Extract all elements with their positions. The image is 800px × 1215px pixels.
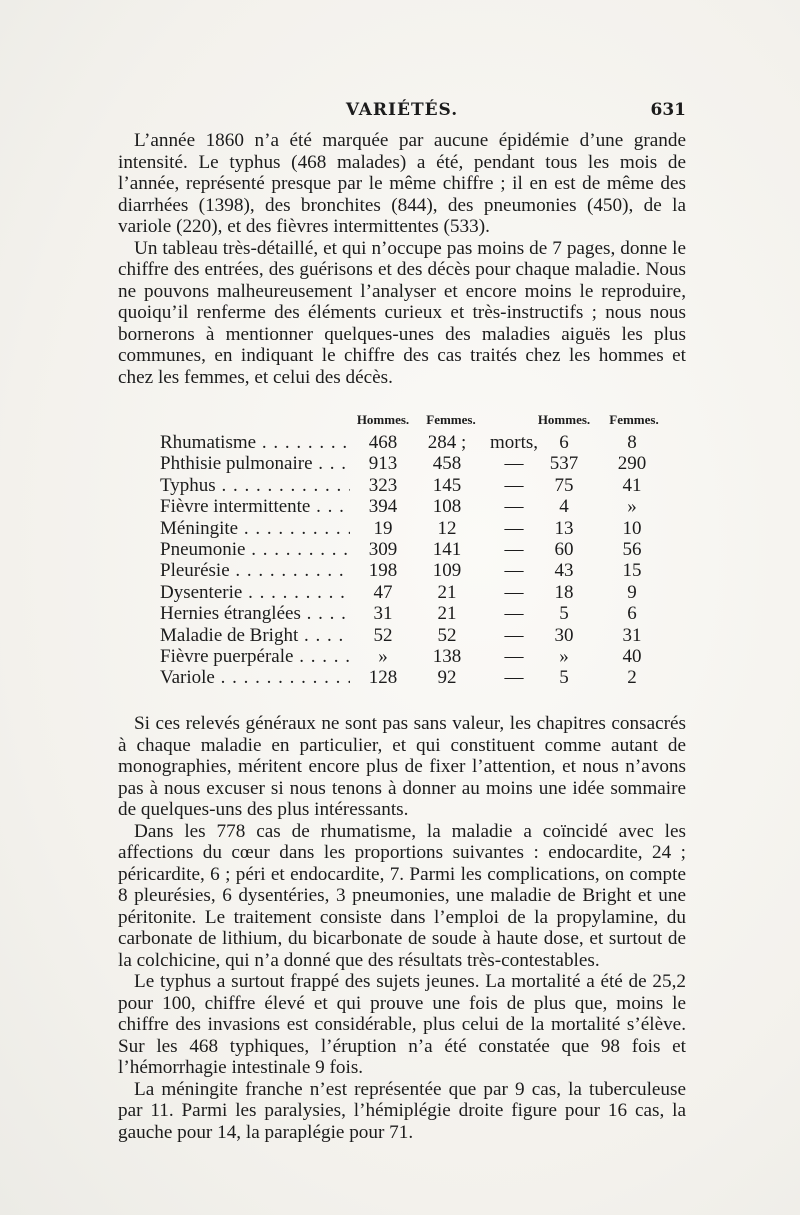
table-row [118,475,686,496]
deaths-men: 43 [554,560,574,582]
deaths-men: 30 [554,624,574,646]
paragraph: Un tableau très-détaillé, et qui n’occupe pas moins de 7 pages, donne le chiffre des entrées, des guérisons et des décès pour chaque maladie. Nous ne pouvons malheureusement l’analyser et encore moins le reproduire, quoiqu’il renferme des éléments curieux et très-instructifs ; nous nous bornerons à mentionner quelques-unes des maladies aiguës les plus communes, en indiquant le chiffre des cas traités chez les hommes et chez les femmes, et celui des décès. [118,237,686,388]
paragraph: Le typhus a surtout frappé des sujets jeunes. La mortalité a été de 25,2 pour 100, chiffre élevé et qui prouve une fois de plus que, moins le chiffre des invasions est considérable, plus celui de la mortalité s’élève. Sur les 468 typhiques, l’éruption n’a été constatée que 98 fois et l’hémorrhagie intestinale 9 fois. [118,971,686,1078]
table-row [118,432,686,453]
table-row [118,582,686,603]
deaths-women: 40 [622,645,642,667]
cases-men: 19 [373,517,393,539]
page-number: 631 [650,100,686,120]
deaths-women: 41 [622,474,642,496]
deaths-women: 8 [627,432,637,453]
cases-women: 109 [432,560,462,582]
deaths-women: 15 [622,560,642,582]
deaths-women: 10 [622,517,642,539]
deaths-separator: — [504,624,524,646]
deaths-women: 2 [627,667,637,689]
deaths-women: 6 [627,603,637,625]
table-row [118,496,686,517]
deaths-women: » [627,496,637,518]
disease-statistics-table [118,412,686,689]
cases-men: 309 [368,538,398,560]
cases-women: 108 [432,496,462,518]
paragraph: La méningite franche n’est représentée que par 9 cas, la tuberculeuse par 11. Parmi les paralysies, l’hémiplégie droite figure pour 16 cas, la gauche pour 14, la paraplégie pour 71. [118,1078,686,1143]
column-header: Femmes. [426,412,476,427]
deaths-men: 4 [559,496,569,518]
deaths-separator: — [504,474,524,496]
deaths-men: » [559,645,569,667]
deaths-women: 290 [617,453,647,475]
table-row [118,539,686,560]
disease-name: Fièvre puerpérale . . . [160,646,350,668]
cases-men: 198 [368,560,398,582]
table-header [118,412,686,432]
table-row [118,560,686,581]
disease-name: Rhumatisme . . . [160,432,350,454]
table-row [118,518,686,539]
table-row [118,453,686,474]
cases-men: 47 [373,581,393,603]
table-row [118,625,686,646]
deaths-men: 6 [559,432,569,453]
cases-men: 913 [368,453,398,475]
table-row [118,646,686,667]
cases-men: 128 [368,667,398,689]
cases-women: 21 [437,603,457,625]
disease-name: Fièvre intermittente . . . [160,496,350,518]
cases-women: 141 [432,538,462,560]
cases-men: 323 [368,474,398,496]
deaths-men: 60 [554,538,574,560]
column-header: Hommes. [356,412,410,427]
disease-name: Dysenterie . . . [160,582,350,604]
paragraph: Si ces relevés généraux ne sont pas sans valeur, les chapitres consacrés à chaque maladie en particulier, et qui constituent comme autant de monographies, méritent encore plus de fixer l’attention, et nous n’avons pas à nous excuser si nous tenons à donner au moins une idée sommaire de quelques-uns des plus intéressants. [118,713,686,820]
running-title: VARIÉTÉS. [345,100,459,120]
table-row [118,603,686,624]
disease-name: Hernies étranglées . . . [160,603,350,625]
disease-name: Phthisie pulmonaire . . . [160,453,350,475]
cases-women: 12 [437,517,457,539]
deaths-men: 5 [559,667,569,689]
deaths-separator: — [504,560,524,582]
disease-name: Maladie de Bright . . . [160,625,350,647]
disease-name: Pneumonie . . . [160,539,350,561]
cases-women: 284 ; [427,432,467,453]
deaths-separator: — [504,667,524,689]
deaths-men: 75 [554,474,574,496]
cases-men: » [378,645,388,667]
cases-women: 138 [432,645,462,667]
deaths-women: 9 [627,581,637,603]
cases-men: 31 [373,603,393,625]
deaths-separator: — [504,496,524,518]
deaths-separator: morts, [489,432,539,453]
deaths-separator: — [504,453,524,475]
deaths-separator: — [504,581,524,603]
cases-women: 145 [432,474,462,496]
deaths-men: 537 [549,453,579,475]
cases-men: 468 [368,432,398,453]
deaths-women: 31 [622,624,642,646]
cases-women: 21 [437,581,457,603]
body-text [118,713,686,1143]
table-body [118,432,686,689]
column-header: Hommes. [537,412,591,427]
deaths-men: 5 [559,603,569,625]
disease-name: Typhus . . . [160,475,350,497]
cases-men: 394 [368,496,398,518]
disease-name: Pleurésie . . . [160,560,350,582]
deaths-separator: — [504,603,524,625]
disease-name: Variole . . . [160,667,350,689]
column-header: Femmes. [609,412,659,427]
deaths-women: 56 [622,538,642,560]
paragraph: L’année 1860 n’a été marquée par aucune épidémie d’une grande intensité. Le typhus (468 malades) a été, pendant tous les mois de l’année, représenté presque par le même chiffre ; il en est de même des diarrhées (1398), des bronchites (844), des pneumonies (450), de la variole (220), et des fièvres intermittentes (533). [118,130,686,237]
table-row [118,667,686,688]
deaths-separator: — [504,538,524,560]
disease-name: Méningite . . . [160,518,350,540]
page-header [118,100,686,128]
cases-women: 458 [432,453,462,475]
deaths-men: 13 [554,517,574,539]
deaths-separator: — [504,517,524,539]
cases-women: 92 [437,667,457,689]
intro-text [118,130,686,388]
deaths-men: 18 [554,581,574,603]
paragraph: Dans les 778 cas de rhumatisme, la maladie a coïncidé avec les affections du cœur dans les proportions suivantes : endocardite, 24 ; péricardite, 6 ; péri et endocardite, 7. Parmi les complications, on compte 8 pleurésies, 6 dysentéries, 3 pneumonies, une maladie de Bright et une péritonite. Le traitement consiste dans l’emploi de la propylamine, du carbonate de lithium, du bicarbonate de soude à haute dose, et surtout de la colchicine, qui n’a donné que des résultats très-contestables. [118,820,686,971]
cases-men: 52 [373,624,393,646]
cases-women: 52 [437,624,457,646]
deaths-separator: — [504,645,524,667]
